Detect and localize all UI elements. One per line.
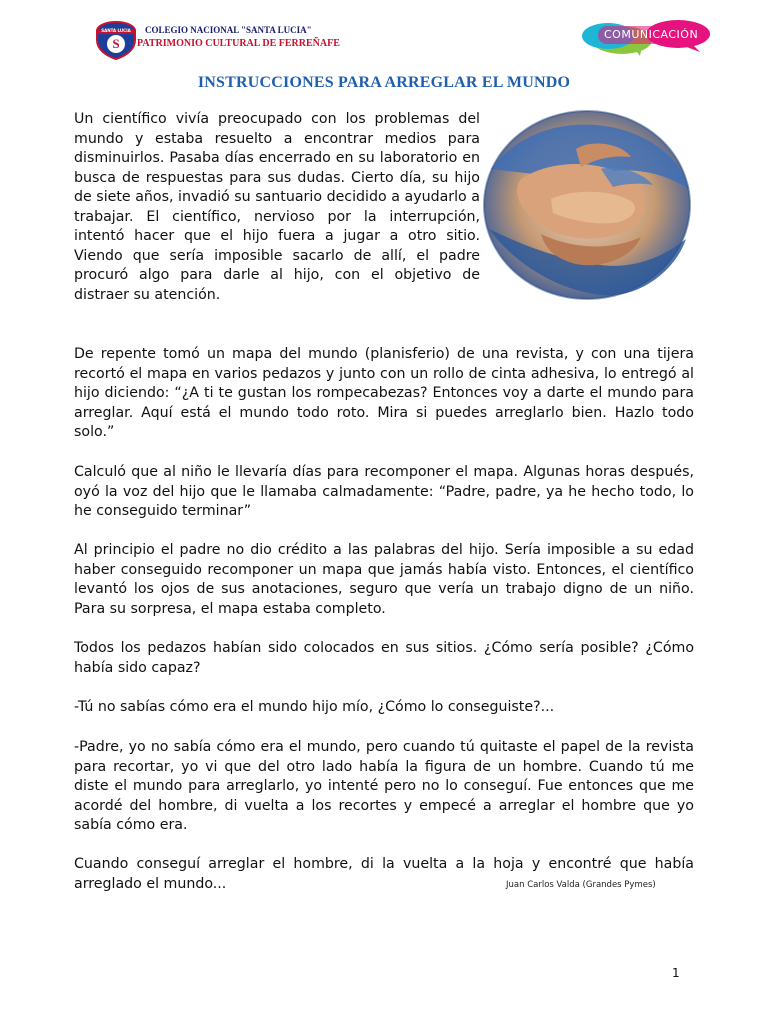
- shield-letter: S: [112, 36, 120, 51]
- page-number: 1: [672, 966, 680, 980]
- paragraph-1: Un científico vivía preocupado con los problemas del mundo y estaba resuelto a encontrar medios para disminuirlos. Pasaba días encerrado en su laboratorio en busca de respuestas para sus dudas. Cierto día, su hijo de siete años, invadió su santuario decidido a ayudarlo a trabajar. El científico, nervioso por la interrupción, intentó hacer que el hijo fuera a jugar a otro sitio. Viendo que sería imposible sacarlo de allí, el padre procuró algo para darle al hijo, con el objetivo de distraer su atención.: [74, 111, 480, 303]
- hands-globe-icon: [481, 109, 694, 302]
- paragraph-3: Calculó que al niño le llevaría días para recomponer el mapa. Algunas horas después, oyó la voz del hijo que le llamaba calmadamente: “Padre, padre, ya he hecho todo, lo he conseguido terminar”: [74, 464, 694, 519]
- school-subtitle: PATRIMONIO CULTURAL DE FERREÑAFE: [137, 38, 340, 49]
- communication-logo: [580, 18, 712, 58]
- school-logo: [93, 20, 340, 62]
- shield-banner: SANTA LUCIA: [101, 28, 131, 33]
- school-name: COLEGIO NACIONAL "SANTA LUCIA": [145, 25, 312, 35]
- paragraph-4: Al principio el padre no dio crédito a las palabras del hijo. Sería imposible a su edad haber conseguido recomponer un mapa que jamás había visto. Entonces, el científico levantó los ojos de sus anotaciones, seguro que vería un trabajo digno de un niño. Para su sorpresa, el mapa estaba completo.: [74, 542, 694, 617]
- paragraph-5: Todos los pedazos habían sido colocados en sus sitios. ¿Cómo sería posible? ¿Cómo había sido capaz?: [74, 640, 694, 676]
- paragraph-7: -Padre, yo no sabía cómo era el mundo, pero cuando tú quitaste el papel de la revista para recortar, yo vi que del otro lado había la figura de un hombre. Cuando tú me diste el mundo para arreglarlo, yo intenté pero no lo conseguí. Fue entonces que me acordé del hombre, di vuelta a los recortes y empecé a arreglar el hombre que yo sabía cómo era.: [74, 739, 694, 833]
- paragraph-2: De repente tomó un mapa del mundo (planisferio) de una revista, y con una tijera recortó el mapa en varios pedazos y junto con un rollo de cinta adhesiva, lo entregó al hijo diciendo: “¿A ti te gustan los rompecabezas? Entonces voy a darte el mundo para arreglar. Aquí está el mundo todo roto. Mira si puedes arreglarlo bien. Hazlo todo solo.”: [74, 346, 694, 440]
- author-credit: Juan Carlos Valda (Grandes Pymes): [506, 880, 656, 890]
- document-title: INSTRUCCIONES PARA ARREGLAR EL MUNDO: [197, 74, 571, 91]
- communication-label: COMUNICACIÓN: [604, 28, 699, 41]
- paragraph-8: Cuando conseguí arreglar el hombre, di la vuelta a la hoja y encontré que había arreglado el mundo...: [74, 856, 694, 892]
- paragraph-6: -Tú no sabías cómo era el mundo hijo mío, ¿Cómo lo conseguiste?...: [74, 699, 555, 715]
